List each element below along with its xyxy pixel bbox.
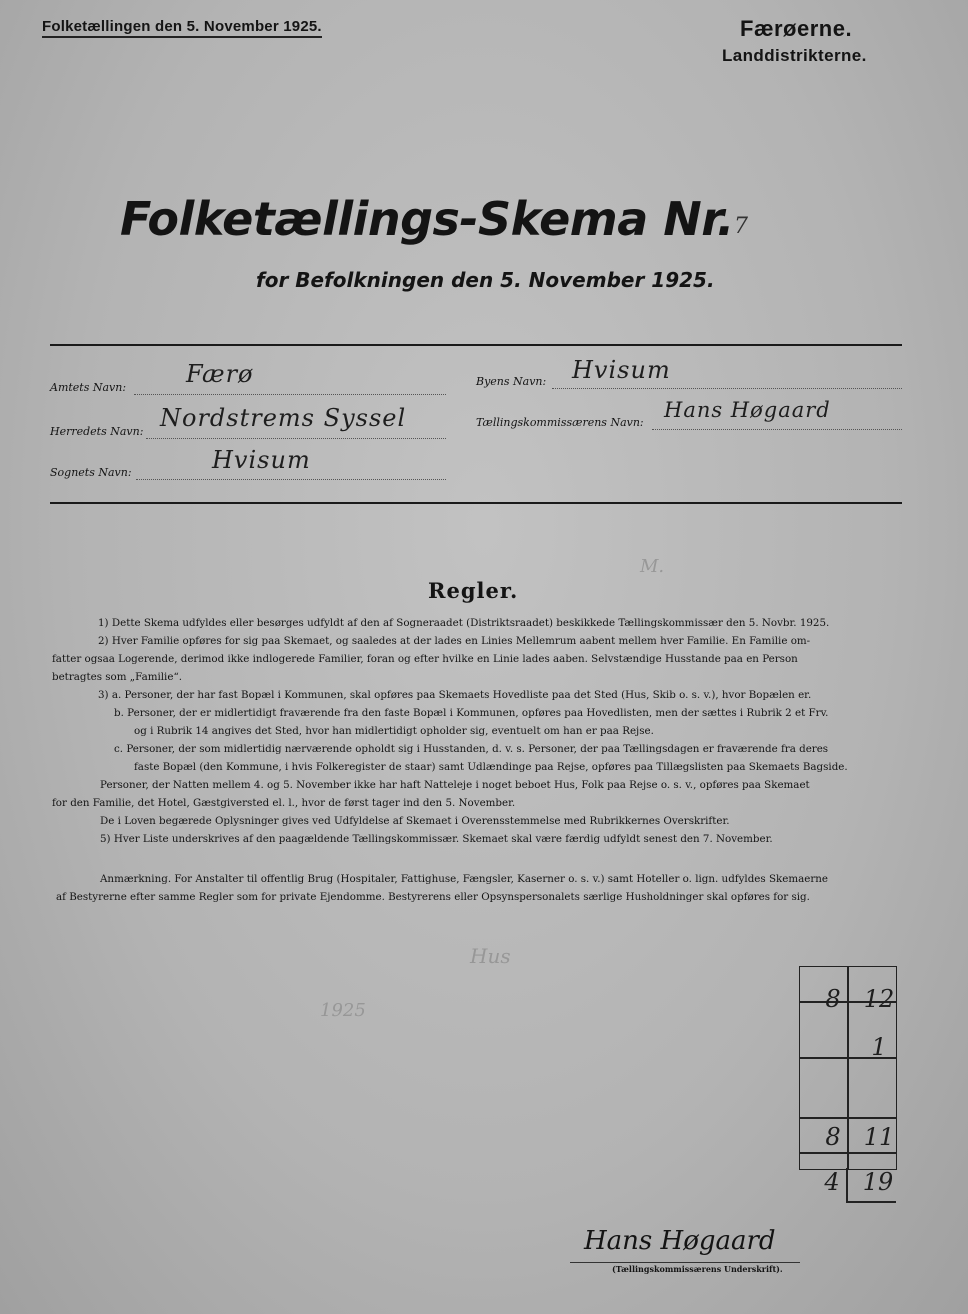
by-line xyxy=(552,388,902,389)
tally-row-1-right: 12 xyxy=(863,985,895,1013)
tally-total-right: 19 xyxy=(862,1168,894,1196)
bleed-through-mark: M. xyxy=(640,556,665,577)
rule-2: 2) Hver Familie opføres for sig paa Skemaet, og saaledes at der lades en Linies Mellemrum aabent mellem hver Familie. En Familie om- xyxy=(98,635,811,647)
kommissaer-value: Hans Høgaard xyxy=(664,398,831,422)
kommissaer-label: Tællingskommissærens Navn: xyxy=(476,416,644,429)
tally-row-2-right: 1 xyxy=(871,1033,887,1061)
tally-grid xyxy=(799,966,897,1170)
rule-3c-cont: faste Bopæl (den Kommune, i hvis Folkeregister de staar) samt Udlændinge paa Rejse, opføres paa Tillægslisten paa Skemaets Bagside. xyxy=(134,761,848,773)
note-line-1: Anmærkning. For Anstalter til offentlig Brug (Hospitaler, Fattighuse, Fængsler, Kaserner o. s. v.) samt Hoteller o. lign. udfyldes Skemaerne xyxy=(100,873,828,885)
herred-value: Nordstrems Syssel xyxy=(160,404,407,432)
rule-5: 5) Hver Liste underskrives af den paagældende Tællingskommissær. Skemaet skal være færdig udfyldt senest den 7. November. xyxy=(100,833,773,845)
form-number: 7 xyxy=(734,214,748,239)
form-subtitle: for Befolkningen den 5. November 1925. xyxy=(256,268,715,292)
top-divider xyxy=(50,344,902,346)
sogn-label: Sognets Navn: xyxy=(50,466,132,479)
rule-3b-cont: og i Rubrik 14 angives det Sted, hvor han midlertidigt opholder sig, eventuelt om han er paa Rejse. xyxy=(134,725,654,737)
rule-4b: De i Loven begærede Oplysninger gives ved Udfyldelse af Skemaet i Overensstemmelse med Rubrikkernes Overskrifter. xyxy=(100,815,730,827)
tally-total-left: 4 xyxy=(824,1168,840,1196)
bottom-divider xyxy=(50,502,902,504)
herred-line xyxy=(146,438,446,439)
rule-1: 1) Dette Skema udfyldes eller besørges udfyldt af den af Sogneraadet (Distriktsraadet) beskikkede Tællingskommissær den 5. Novbr. 1925. xyxy=(98,617,830,629)
rule-4: Personer, der Natten mellem 4. og 5. November ikke har haft Natteleje i noget beboet Hus, Folk paa Rejse o. s. v., opføres paa Skemaet xyxy=(100,779,810,791)
rule-2-end: betragtes som „Familie“. xyxy=(52,671,182,683)
signature-caption: (Tællingskommissærens Underskrift). xyxy=(612,1264,783,1274)
rule-3c: c. Personer, der som midlertidig nærværende opholdt sig i Husstanden, d. v. s. Personer, der paa Tællingsdagen er fraværende fra deres xyxy=(114,743,829,755)
sogn-value: Hvisum xyxy=(212,446,311,474)
tally-row-4-left: 8 xyxy=(825,1123,841,1151)
tally-row-4-right: 11 xyxy=(863,1123,895,1151)
bleed-through-mark: 1925 xyxy=(320,1000,366,1021)
tally-row-1-left: 8 xyxy=(825,985,841,1013)
rule-3a: 3) a. Personer, der har fast Bopæl i Kommunen, skal opføres paa Skemaets Hovedliste paa det Sted (Hus, Skib o. s. v.), hvor Bopælen er. xyxy=(98,689,812,701)
form-title: Folketællings-Skema Nr. xyxy=(120,192,734,246)
by-label: Byens Navn: xyxy=(476,375,547,388)
total-underline xyxy=(846,1201,896,1203)
sogn-line xyxy=(136,479,446,480)
rule-4-cont: for den Familie, det Hotel, Gæstgiversted el. l., hvor de først tager ind den 5. November. xyxy=(52,797,516,809)
signature: Hans Høgaard xyxy=(584,1226,776,1256)
rules-heading: Regler. xyxy=(428,578,519,603)
amt-value: Færø xyxy=(186,360,254,388)
region-name: Færøerne. xyxy=(740,16,853,41)
district-type: Landdistrikterne. xyxy=(722,46,867,65)
census-header-left: Folketællingen den 5. November 1925. xyxy=(42,18,322,38)
tally-row-line xyxy=(800,1152,896,1154)
note-line-2: af Bestyrerne efter samme Regler som for private Ejendomme. Bestyrerens eller Opsynspersonalets særlige Husholdninger skal opføres for sig. xyxy=(56,891,810,903)
amt-label: Amtets Navn: xyxy=(50,381,127,394)
tally-row-line xyxy=(800,1117,896,1119)
herred-label: Herredets Navn: xyxy=(50,425,144,438)
rule-2-cont: fatter ogsaa Logerende, derimod ikke indlogerede Familier, foran og efter hvilke en Linie lades aaben. Selvstændige Husstande paa en Person xyxy=(52,653,798,665)
bleed-through-mark: Hus xyxy=(470,944,511,968)
by-value: Hvisum xyxy=(572,356,671,384)
signature-line xyxy=(570,1262,800,1263)
kommissaer-line xyxy=(652,429,902,430)
rule-3b: b. Personer, der er midlertidigt fraværende fra den faste Bopæl i Kommunen, opføres paa Hovedlisten, men der sættes i Rubrik 2 et Frv. xyxy=(114,707,829,719)
total-divider xyxy=(846,1168,848,1202)
amt-line xyxy=(134,394,446,395)
